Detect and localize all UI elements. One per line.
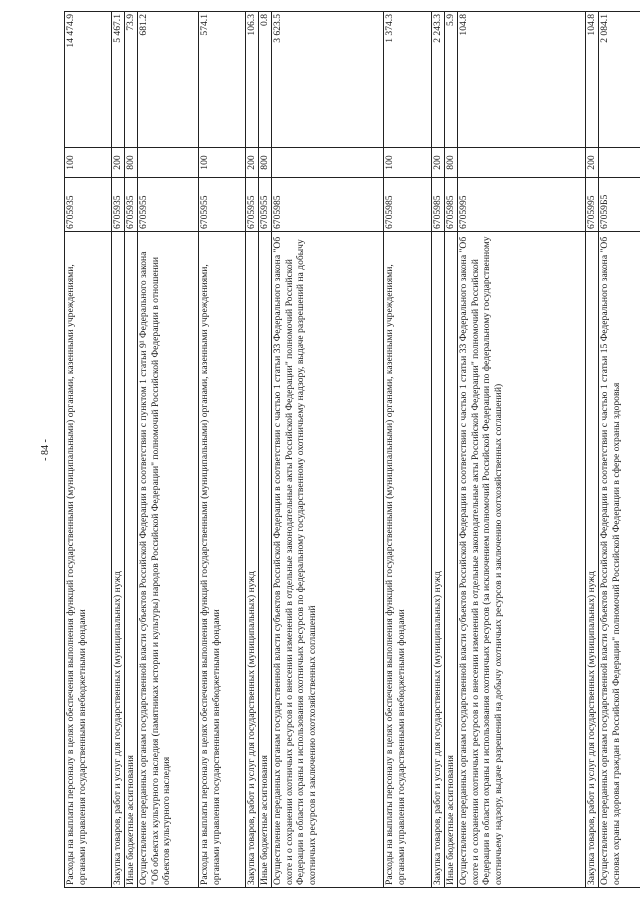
amount: 104.8 xyxy=(586,12,599,148)
table-row xyxy=(586,12,599,888)
target-code: 6705935 xyxy=(112,178,125,232)
amount: 2 084.1 xyxy=(599,12,640,148)
target-code: 6705985 xyxy=(272,178,384,232)
expense-type: 100 xyxy=(199,148,246,178)
target-code: 6705955 xyxy=(138,178,199,232)
expense-type: 200 xyxy=(112,148,125,178)
table-row xyxy=(246,12,259,888)
row-description: Закупка товаров, работ и услуг для государственных (муниципальных) нужд xyxy=(432,232,445,888)
row-description: Осуществление переданных органам государственной власти субъектов Российской Федерации в соответствии с частью 1 статьи 33 Федерального закона "Об охоте и о сохранении охотничьих ресурсов и о внесении изменений в отдельные законодательные акты Российской Федерации" полномочий Российской Федерации в области охраны и использования охотничьих ресурсов (за исключением полномочий Российской Федерации по федеральному государственному охотничьему надзору, выдаче разрешений на добычу охотничьих ресурсов и заключению охотхозяйственных соглашений) xyxy=(458,232,586,888)
target-code: 6705935 xyxy=(65,178,112,232)
target-code: 6705955 xyxy=(199,178,246,232)
expense-type: 200 xyxy=(586,148,599,178)
row-description: Осуществление переданных органам государственной власти субъектов Российской Федерации в соответствии с частью 1 статьи 33 Федерального закона "Об охоте и о сохранении охотничьих ресурсов и о внесении изменений в отдельные законодательные акты Российской Федерации" полномочий Российской Федерации в области охраны и использования охотничьих ресурсов по федеральному государственному охотничьему надзору, выдаче разрешений на добычу охотничьих ресурсов и заключению охотхозяйственных соглашений xyxy=(272,232,384,888)
row-description: Закупка товаров, работ и услуг для государственных (муниципальных) нужд xyxy=(246,232,259,888)
expense-type: 800 xyxy=(125,148,138,178)
row-description: Иные бюджетные ассигнования xyxy=(125,232,138,888)
expense-type: 800 xyxy=(259,148,272,178)
row-description: Расходы на выплаты персоналу в целях обеспечения выполнения функций государственными (муниципальными) органами, казенными учреждениями, органами управления государственными внебюджетными фондами xyxy=(384,232,432,888)
table-row xyxy=(199,12,246,888)
target-code: 6705985 xyxy=(384,178,432,232)
target-code: 6705955 xyxy=(246,178,259,232)
rotated-page xyxy=(34,12,628,888)
expense-type: 200 xyxy=(432,148,445,178)
row-description: Закупка товаров, работ и услуг для государственных (муниципальных) нужд xyxy=(112,232,125,888)
target-code: 6705985 xyxy=(432,178,445,232)
target-code: 6705995 xyxy=(586,178,599,232)
amount: 5 467.1 xyxy=(112,12,125,148)
target-code: 6705995 xyxy=(458,178,586,232)
table-row xyxy=(432,12,445,888)
expense-type xyxy=(458,148,586,178)
target-code: 6705955 xyxy=(259,178,272,232)
row-description: Иные бюджетные ассигнования xyxy=(259,232,272,888)
table-row xyxy=(259,12,272,888)
table-row xyxy=(125,12,138,888)
amount: 3 623.5 xyxy=(272,12,384,148)
table-row xyxy=(272,12,384,888)
amount: 574.1 xyxy=(199,12,246,148)
amount: 1 374.3 xyxy=(384,12,432,148)
row-description: Осуществление переданных органам государственной власти субъектов Российской Федерации в соответствии с пунктом 1 статьи 9¹ Федерального закона "Об объектах культурного наследия (памятниках истории и культуры) народов Российской Федерации" полномочий Российской Федерации в отношении объектов культурного наследия xyxy=(138,232,199,888)
expense-type: 200 xyxy=(246,148,259,178)
table-row xyxy=(445,12,458,888)
expense-type: 100 xyxy=(65,148,112,178)
amount: 2 243.3 xyxy=(432,12,445,148)
expense-type: 800 xyxy=(445,148,458,178)
row-description: Иные бюджетные ассигнования xyxy=(445,232,458,888)
amount: 73.9 xyxy=(125,12,138,148)
expense-type xyxy=(138,148,199,178)
amount: 5.9 xyxy=(445,12,458,148)
table-row xyxy=(112,12,125,888)
expense-type xyxy=(599,148,640,178)
amount: 104.8 xyxy=(458,12,586,148)
table-row xyxy=(65,12,112,888)
table-row xyxy=(138,12,199,888)
row-description: Расходы на выплаты персоналу в целях обеспечения выполнения функций государственными (муниципальными) органами, казенными учреждениями, органами управления государственными внебюджетными фондами xyxy=(199,232,246,888)
amount: 0.8 xyxy=(259,12,272,148)
expense-type: 100 xyxy=(384,148,432,178)
target-code: 6705985 xyxy=(445,178,458,232)
row-description: Осуществление переданных органам государственной власти субъектов Российской Федерации в соответствии с частью 1 статьи 15 Федерального закона "Об основах охраны здоровья граждан в Российской Федерации" полномочий Российской Федерации в сфере охраны здоровья xyxy=(599,232,640,888)
amount: 14 474.9 xyxy=(65,12,112,148)
table-row xyxy=(599,12,640,888)
row-description: Закупка товаров, работ и услуг для государственных (муниципальных) нужд xyxy=(586,232,599,888)
target-code: 6705935 xyxy=(125,178,138,232)
target-code: 67059Б5 xyxy=(599,178,640,232)
amount: 106.3 xyxy=(246,12,259,148)
expense-type xyxy=(272,148,384,178)
table-row xyxy=(384,12,432,888)
amount: 681.2 xyxy=(138,12,199,148)
table-row xyxy=(458,12,586,888)
budget-table xyxy=(64,11,640,888)
page-number: - 84 - xyxy=(40,439,51,461)
row-description: Расходы на выплаты персоналу в целях обеспечения выполнения функций государственными (муниципальными) органами, казенными учреждениями, органами управления государственными внебюджетными фондами xyxy=(65,232,112,888)
